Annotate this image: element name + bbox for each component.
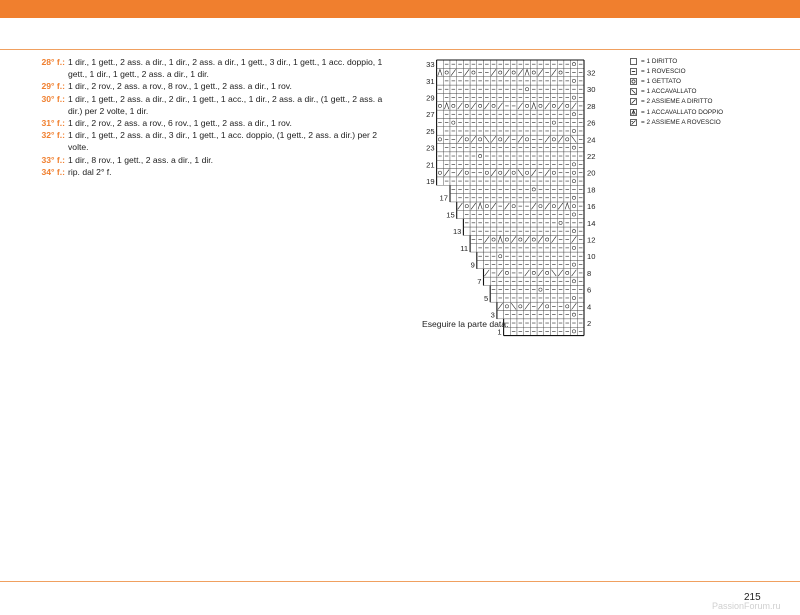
chart-cell (571, 277, 578, 285)
row-number-left: 27 (426, 110, 435, 120)
row-text: 1 dir., 8 rov., 1 gett., 2 ass. a dir., 1 dir. (68, 154, 214, 165)
chart-cell (437, 144, 444, 152)
chart-cell (571, 244, 578, 252)
chart-cell (524, 169, 531, 177)
instruction-row (38, 80, 383, 92)
legend-label: = 1 ROVESCIO (641, 67, 686, 75)
chart-cell (437, 135, 444, 143)
legend-item (630, 76, 723, 86)
row-number-left: 1 (497, 327, 502, 337)
chart-cell (571, 177, 578, 185)
legend-item (630, 97, 723, 107)
chart-cell (551, 118, 558, 126)
chart-cell (557, 68, 564, 76)
instruction-row (38, 129, 383, 153)
chart-cell (564, 135, 571, 143)
row-number-right: 14 (587, 218, 596, 228)
chart-cell (463, 227, 470, 235)
row-number-right: 20 (587, 168, 596, 178)
row-number-left: 25 (426, 126, 435, 136)
chart-cell (477, 102, 484, 110)
legend-item (630, 107, 723, 117)
chart-cell (490, 102, 497, 110)
chart-cell (484, 277, 491, 285)
legend-item (630, 66, 723, 76)
chart-cell (517, 302, 524, 310)
row-number-left: 9 (470, 260, 475, 270)
chart-cell (510, 169, 517, 177)
chart-cell (571, 227, 578, 235)
chart-cell (537, 202, 544, 210)
chart-cell (477, 260, 484, 268)
row-number-left: 3 (490, 310, 495, 320)
chart-cell (470, 244, 477, 252)
chart-cell (437, 169, 444, 177)
row-number-right: 2 (587, 318, 592, 328)
chart-cell (497, 311, 504, 319)
chart-cell (484, 202, 491, 210)
row-label: 33° f.: (41, 154, 65, 165)
chart-cell (524, 135, 531, 143)
chart-cell (544, 235, 551, 243)
row-number-right: 6 (587, 285, 592, 295)
chart-cell (450, 194, 457, 202)
row-text: 1 dir., 1 gett., 2 ass. a dir., 2 dir., 1 gett., 1 acc., 1 dir., 2 ass. a dir., (1 gett., 2 ass. a dir.) per 2 volte, 1 dir. (68, 93, 383, 116)
chart-cell (571, 260, 578, 268)
chart-cell (510, 202, 517, 210)
diritto-icon (630, 58, 637, 65)
chart-cell (551, 102, 558, 110)
legend-item (630, 117, 723, 127)
instruction-row (38, 93, 383, 117)
chart-cell (571, 194, 578, 202)
chart-cell (524, 102, 531, 110)
chart-cell (564, 269, 571, 277)
legend-label: = 2 ASSIEME A ROVESCIO (641, 118, 721, 126)
row-label: 34° f.: (41, 166, 65, 177)
row-text: 1 dir., 1 gett., 2 ass. a dir., 1 dir., 2 ass. a dir., 1 gett., 3 dir., 1 gett., 1 acc. doppio, 1 gett., 1 dir., 1 gett., 2 ass. a dir., 1 dir. (68, 57, 383, 80)
chart-cell (437, 127, 444, 135)
assieme-rovescio-icon (630, 119, 637, 126)
top-rule (0, 49, 800, 50)
row-number-right: 22 (587, 151, 596, 161)
chart-cell (443, 68, 450, 76)
chart-cell (463, 135, 470, 143)
chart-cell (504, 235, 511, 243)
chart-cell (437, 110, 444, 118)
chart-cell (497, 135, 504, 143)
gettato-icon (630, 78, 637, 85)
chart-cell (504, 302, 511, 310)
row-text: rip. dal 2° f. (68, 166, 112, 177)
chart-cell (530, 235, 537, 243)
row-number-right: 24 (587, 135, 596, 145)
instruction-row (38, 56, 383, 80)
chart-cell (477, 135, 484, 143)
row-number-left: 29 (426, 93, 435, 103)
chart-cell (437, 177, 444, 185)
chart-cell (477, 152, 484, 160)
row-number-right: 8 (587, 268, 592, 278)
chart-cell (497, 252, 504, 260)
legend-label: = 1 ACCAVALLATO DOPPIO (641, 108, 724, 116)
row-text: 1 dir., 2 rov., 2 ass. a rov., 6 rov., 1 gett., 2 ass. a dir., 1 rov. (68, 118, 292, 129)
accavallato-icon (630, 88, 637, 95)
chart-cell (571, 169, 578, 177)
chart-cell (551, 202, 558, 210)
chart-cell (490, 235, 497, 243)
row-number-right: 26 (587, 118, 596, 128)
chart-cell (571, 93, 578, 101)
chart-cell (571, 60, 578, 68)
row-number-right: 16 (587, 202, 596, 212)
chart-cell (571, 327, 578, 335)
legend-label: = 1 ACCAVALLATO (641, 88, 697, 96)
page-number: 215 (744, 592, 761, 603)
instruction-row (38, 166, 383, 178)
chart-cell (484, 169, 491, 177)
chart-cell (564, 302, 571, 310)
chart-cell (490, 294, 497, 302)
chart-cell (457, 210, 464, 218)
row-text: 1 dir., 2 rov., 2 ass. a rov., 8 rov., 1 gett., 2 ass. a dir., 1 rov. (68, 81, 292, 92)
row-number-left: 7 (477, 277, 482, 287)
row-label: 31° f.: (41, 118, 65, 129)
chart-cell (510, 68, 517, 76)
instruction-row (38, 154, 383, 166)
row-number-left: 11 (460, 243, 469, 253)
chart-cell (470, 68, 477, 76)
watermark: PassionForum.ru (712, 601, 781, 611)
legend-item (630, 87, 723, 97)
row-number-left: 19 (426, 177, 435, 186)
accavallato-doppio-icon (630, 109, 637, 116)
row-text: 1 dir., 1 gett., 2 ass. a dir., 3 dir., 1 gett., 1 acc. doppio, (1 gett., 2 ass. a dir.) per 2 volte. (68, 130, 378, 153)
chart-cell (463, 169, 470, 177)
row-label: 32° f.: (41, 130, 65, 141)
legend-label: = 1 GETTATO (641, 77, 681, 85)
row-number-right: 18 (587, 185, 596, 195)
row-number-left: 13 (452, 227, 462, 237)
chart-cell (450, 102, 457, 110)
bottom-rule (0, 581, 800, 582)
chart-cell (551, 169, 558, 177)
chart-cell (530, 269, 537, 277)
row-number-left: 5 (483, 293, 489, 303)
row-number-left: 15 (446, 210, 455, 220)
chart-cell (463, 202, 470, 210)
row-number-right: 12 (587, 235, 596, 245)
assieme-diritto-icon (630, 98, 637, 105)
row-number-right: 32 (587, 68, 596, 78)
chart-cell (437, 160, 444, 168)
row-number-right: 10 (587, 252, 596, 262)
instructions (38, 56, 383, 178)
chart-cell (571, 210, 578, 218)
chart-cell (557, 219, 564, 227)
row-label: 29° f.: (41, 81, 65, 92)
row-number-right: 4 (587, 302, 592, 312)
chart-cell (571, 77, 578, 85)
chart-cell (524, 85, 531, 93)
chart-cell (564, 102, 571, 110)
row-label: 30° f.: (41, 93, 65, 104)
chart-cell (530, 185, 537, 193)
chart-cell (450, 118, 457, 126)
chart-cell (437, 102, 444, 110)
chart-cell (571, 144, 578, 152)
chart-cell (571, 110, 578, 118)
chart-cell (551, 135, 558, 143)
chart-cell (571, 294, 578, 302)
row-number-left: 31 (426, 76, 435, 86)
instruction-row (38, 117, 383, 129)
chart-cell (497, 68, 504, 76)
chart-cell (544, 302, 551, 310)
row-number-left: 21 (426, 160, 435, 170)
legend-label: = 1 DIRITTO (641, 57, 678, 65)
chart-cell (437, 93, 444, 101)
row-number-left: 33 (426, 60, 435, 70)
legend-item (630, 56, 723, 66)
chart-cell (571, 311, 578, 319)
chart-cell (530, 68, 537, 76)
rovescio-icon (630, 68, 637, 75)
chart-cell (537, 285, 544, 293)
chart-caption: Eseguire la parte data. (422, 319, 509, 329)
row-number-left: 17 (439, 193, 448, 203)
legend-label: = 2 ASSIEME A DIRITTO (641, 98, 713, 106)
chart-cell (571, 202, 578, 210)
legend (630, 56, 723, 127)
chart-cell (537, 102, 544, 110)
row-number-right: 28 (587, 101, 596, 111)
row-number-left: 23 (426, 143, 435, 153)
chart-cell (571, 160, 578, 168)
row-number-right: 30 (587, 85, 596, 95)
chart-cell (517, 235, 524, 243)
chart-cell (544, 269, 551, 277)
chart-cell (497, 169, 504, 177)
chart-cell (437, 60, 444, 68)
row-label: 28° f.: (41, 57, 65, 67)
chart-cell (463, 102, 470, 110)
chart-cell (504, 269, 511, 277)
header-bar (0, 0, 800, 18)
chart-cell (437, 77, 444, 85)
chart-cell (571, 127, 578, 135)
